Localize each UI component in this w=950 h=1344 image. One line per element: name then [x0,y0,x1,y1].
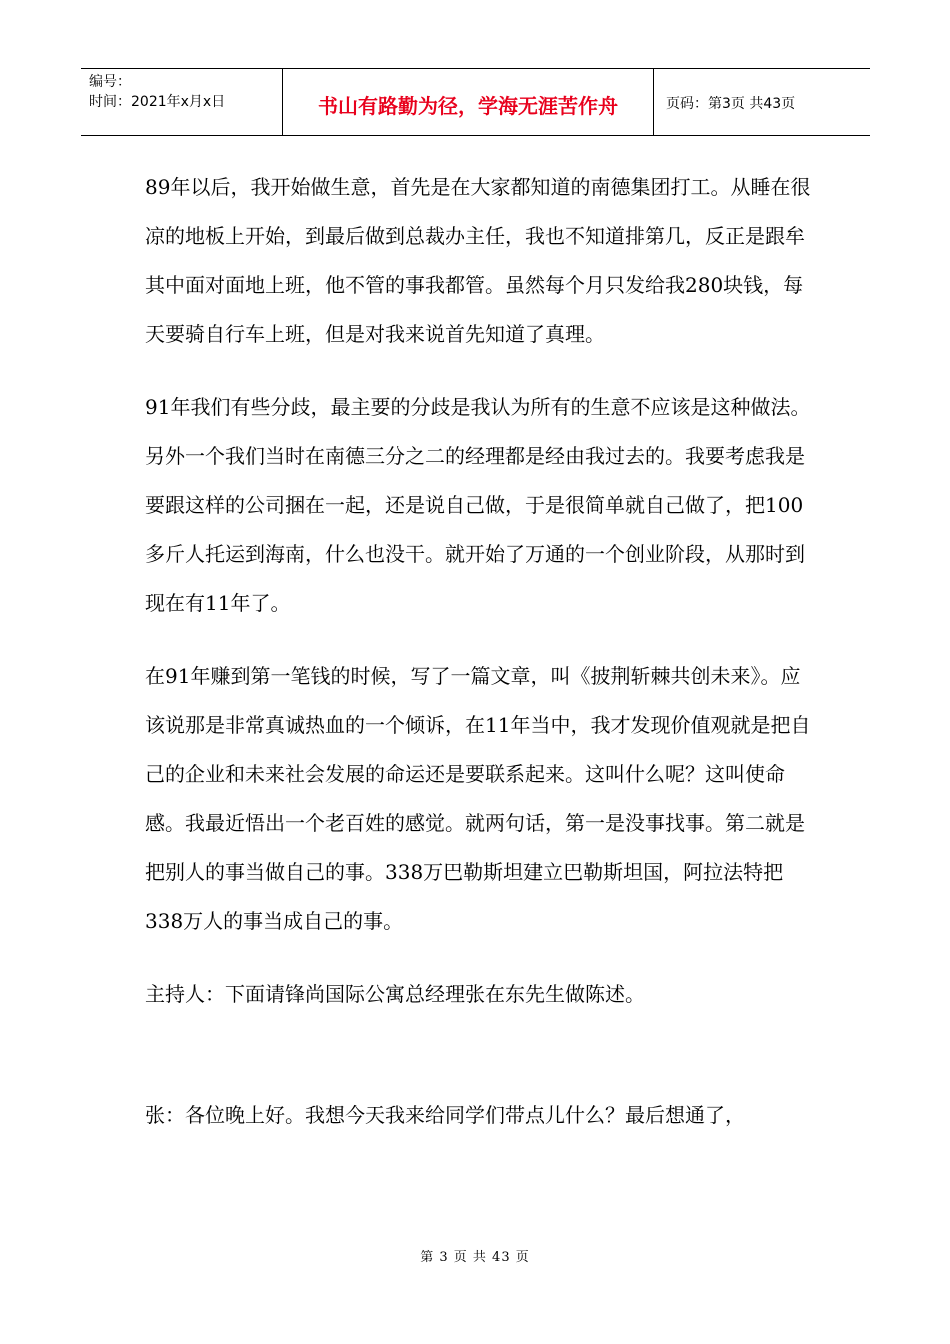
paragraph: 在91年赚到第一笔钱的时候，写了一篇文章，叫《披荆斩棘共创未来》。应该说那是非常真诚热血的一个倾诉，在11年当中，我才发现价值观就是把自己的企业和未来社会发展的命运还是要联系起来。这叫什么呢？这叫使命感。我最近悟出一个老百姓的感觉。就两句话，第一是没事找事。第二就是把别人的事当做自己的事。338万巴勒斯坦建立巴勒斯坦国，阿拉法特把338万人的事当成自己的事。 [145,664,811,933]
paragraph: 主持人：下面请锋尚国际公寓总经理张在东先生做陈述。 [145,982,645,1006]
paragraph: 89年以后，我开始做生意，首先是在大家都知道的南德集团打工。从睡在很凉的地板上开始，到最后做到总裁办主任，我也不知道排第几，反正是跟牟其中面对面地上班，他不管的事我都管。虽然每个月只发给我280块钱，每天要骑自行车上班，但是对我来说首先知道了真理。 [145,175,811,346]
document-time-label: 时间：2021年x月x日 [89,94,226,110]
document-number-label: 编号： [89,74,131,90]
document-body [145,163,813,1164]
header-motto-cell [283,69,654,135]
paragraph: 91年我们有些分歧，最主要的分歧是我认为所有的生意不应该是这种做法。另外一个我们当时在南德三分之二的经理都是经由我过去的。我要考虑我是要跟这样的公司捆在一起，还是说自己做，于是很简单就自己做了，把100多斤人托运到海南，什么也没干。就开始了万通的一个创业阶段，从那时到现在有11年了。 [145,395,811,615]
header-meta-cell [81,69,283,135]
paragraph: 张：各位晚上好。我想今天我来给同学们带点儿什么？最后想通了， [145,1103,745,1127]
header-motto: 书山有路勤为径，学海无涯苦作舟 [318,93,618,118]
page-footer: 第 3 页 共 43 页 [420,1250,530,1265]
document-header [81,68,870,136]
header-page-cell [654,69,870,135]
header-page-info: 页码：第3页 共43页 [666,96,796,112]
